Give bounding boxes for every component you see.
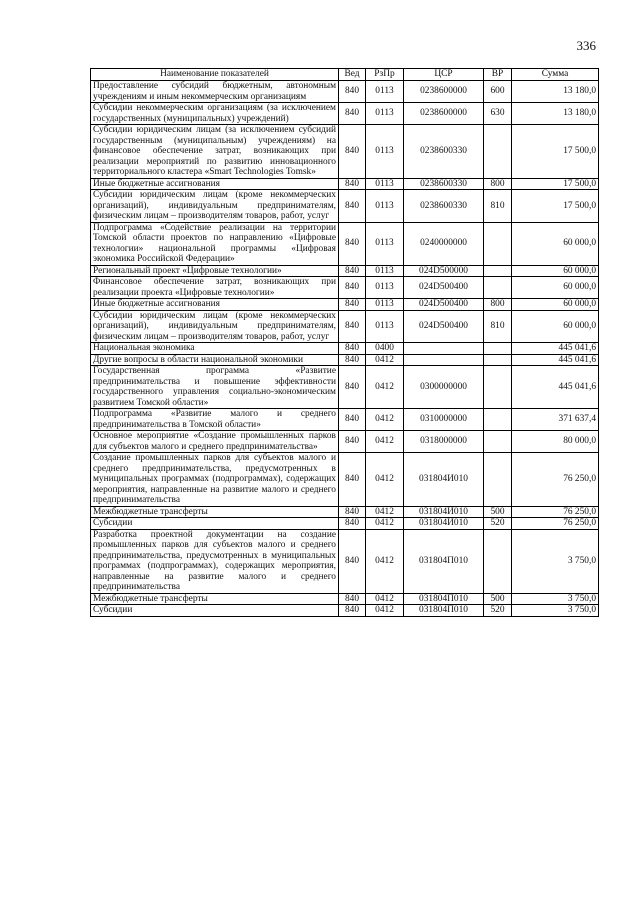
cell-vr: 810 xyxy=(484,190,512,223)
table-row xyxy=(91,265,599,277)
cell-csr: 031804И010 xyxy=(404,453,484,507)
cell-rzpr: 0113 xyxy=(366,178,404,190)
table-row xyxy=(91,409,599,431)
cell-name: Национальная экономика xyxy=(91,343,339,355)
cell-sum: 60 000,0 xyxy=(512,277,599,299)
cell-name: Субсидии юридическим лицам (кроме некоммерческих организаций), индивидуальным предпринимателям, физическим лицам – производителям товаров, работ, услуг xyxy=(91,190,339,223)
cell-vr: 800 xyxy=(484,178,512,190)
cell-vr xyxy=(484,409,512,431)
table-row xyxy=(91,593,599,605)
cell-csr: 031804П010 xyxy=(404,605,484,617)
cell-ved: 840 xyxy=(339,343,366,355)
cell-sum: 17 500,0 xyxy=(512,190,599,223)
cell-name: Подпрограмма «Содействие реализации на территории Томской области проектов по направлению «Цифровые технологии» национальной программы «Цифровая экономика Российской Федерации» xyxy=(91,222,339,265)
cell-vr xyxy=(484,222,512,265)
cell-csr: 0318000000 xyxy=(404,431,484,453)
cell-sum: 76 250,0 xyxy=(512,518,599,530)
cell-csr: 0300000000 xyxy=(404,366,484,409)
header-vr: ВР xyxy=(484,69,512,81)
cell-rzpr: 0412 xyxy=(366,529,404,593)
cell-sum: 60 000,0 xyxy=(512,310,599,343)
header-name: Наименование показателей xyxy=(91,69,339,81)
table-row xyxy=(91,299,599,311)
cell-vr: 810 xyxy=(484,310,512,343)
table-row xyxy=(91,605,599,617)
cell-ved: 840 xyxy=(339,310,366,343)
cell-ved: 840 xyxy=(339,366,366,409)
cell-rzpr: 0113 xyxy=(366,265,404,277)
budget-table xyxy=(90,68,599,617)
page-number: 336 xyxy=(576,38,596,53)
cell-name: Государственная программа «Развитие предпринимательства и повышение эффективности государственного управления социально-экономическим развитием Томской области» xyxy=(91,366,339,409)
cell-sum: 3 750,0 xyxy=(512,529,599,593)
table-row xyxy=(91,310,599,343)
cell-ved: 840 xyxy=(339,125,366,179)
cell-vr: 500 xyxy=(484,506,512,518)
cell-name: Субсидии xyxy=(91,605,339,617)
cell-name: Субсидии юридическим лицам (за исключением субсидий государственным (муниципальным) учреждениям) на финансовое обеспечение затрат, возникающих при реализации мероприятий по развитию инновационного территориального кластера «Smart Technologies Tomsk» xyxy=(91,125,339,179)
table-row xyxy=(91,125,599,179)
cell-csr: 024D500400 xyxy=(404,299,484,311)
cell-csr: 0238600330 xyxy=(404,178,484,190)
cell-vr xyxy=(484,354,512,366)
table-row xyxy=(91,453,599,507)
cell-name: Иные бюджетные ассигнования xyxy=(91,299,339,311)
cell-rzpr: 0113 xyxy=(366,81,404,103)
cell-ved: 840 xyxy=(339,506,366,518)
cell-csr: 0238600000 xyxy=(404,103,484,125)
header-ved: Вед xyxy=(339,69,366,81)
cell-vr: 630 xyxy=(484,103,512,125)
cell-rzpr: 0412 xyxy=(366,431,404,453)
cell-name: Субсидии юридическим лицам (кроме некоммерческих организаций), индивидуальным предпринимателям, физическим лицам – производителям товаров, работ, услуг xyxy=(91,310,339,343)
cell-rzpr: 0113 xyxy=(366,222,404,265)
cell-name: Подпрограмма «Развитие малого и среднего предпринимательства в Томской области» xyxy=(91,409,339,431)
cell-csr: 024D500400 xyxy=(404,310,484,343)
table-row xyxy=(91,366,599,409)
cell-sum: 445 041,6 xyxy=(512,354,599,366)
cell-name: Межбюджетные трансферты xyxy=(91,593,339,605)
cell-vr xyxy=(484,366,512,409)
cell-sum: 76 250,0 xyxy=(512,453,599,507)
cell-rzpr: 0113 xyxy=(366,125,404,179)
cell-rzpr: 0113 xyxy=(366,310,404,343)
cell-name: Субсидии xyxy=(91,518,339,530)
cell-csr: 0238600000 xyxy=(404,81,484,103)
cell-vr: 520 xyxy=(484,518,512,530)
header-sum: Сумма xyxy=(512,69,599,81)
table-row xyxy=(91,277,599,299)
cell-vr: 600 xyxy=(484,81,512,103)
cell-csr xyxy=(404,343,484,355)
cell-sum: 76 250,0 xyxy=(512,506,599,518)
cell-ved: 840 xyxy=(339,529,366,593)
header-csr: ЦСР xyxy=(404,69,484,81)
cell-vr xyxy=(484,453,512,507)
cell-vr xyxy=(484,529,512,593)
cell-ved: 840 xyxy=(339,222,366,265)
cell-rzpr: 0412 xyxy=(366,354,404,366)
cell-csr: 031804П010 xyxy=(404,593,484,605)
cell-ved: 840 xyxy=(339,299,366,311)
cell-csr: 031804П010 xyxy=(404,529,484,593)
cell-vr xyxy=(484,125,512,179)
cell-sum: 445 041,6 xyxy=(512,366,599,409)
cell-csr: 024D500400 xyxy=(404,277,484,299)
cell-sum: 13 180,0 xyxy=(512,103,599,125)
cell-name: Иные бюджетные ассигнования xyxy=(91,178,339,190)
cell-sum: 445 041,6 xyxy=(512,343,599,355)
cell-rzpr: 0412 xyxy=(366,518,404,530)
cell-ved: 840 xyxy=(339,431,366,453)
cell-rzpr: 0113 xyxy=(366,277,404,299)
cell-ved: 840 xyxy=(339,190,366,223)
cell-name: Межбюджетные трансферты xyxy=(91,506,339,518)
cell-ved: 840 xyxy=(339,453,366,507)
table-row xyxy=(91,343,599,355)
table-row xyxy=(91,222,599,265)
table-row xyxy=(91,178,599,190)
table-row xyxy=(91,81,599,103)
cell-sum: 371 637,4 xyxy=(512,409,599,431)
cell-ved: 840 xyxy=(339,354,366,366)
table-row xyxy=(91,518,599,530)
cell-vr: 800 xyxy=(484,299,512,311)
cell-name: Разработка проектной документации на создание промышленных парков для субъектов малого и среднего предпринимательства, предусмотренных в муниципальных программах (подпрограммах), содержащих мероприятия, направленные на развитие малого и среднего предпринимательства xyxy=(91,529,339,593)
cell-rzpr: 0400 xyxy=(366,343,404,355)
cell-ved: 840 xyxy=(339,605,366,617)
cell-sum: 60 000,0 xyxy=(512,222,599,265)
cell-sum: 17 500,0 xyxy=(512,125,599,179)
cell-rzpr: 0412 xyxy=(366,366,404,409)
cell-ved: 840 xyxy=(339,409,366,431)
cell-vr xyxy=(484,343,512,355)
cell-sum: 80 000,0 xyxy=(512,431,599,453)
cell-name: Предоставление субсидий бюджетным, автономным учреждениям и иным некоммерческим организациям xyxy=(91,81,339,103)
cell-ved: 840 xyxy=(339,81,366,103)
cell-rzpr: 0412 xyxy=(366,409,404,431)
cell-name: Субсидии некоммерческим организациям (за исключением государственных (муниципальных) учреждений) xyxy=(91,103,339,125)
cell-vr: 500 xyxy=(484,593,512,605)
table-row xyxy=(91,506,599,518)
table-body xyxy=(91,81,599,617)
cell-ved: 840 xyxy=(339,265,366,277)
cell-ved: 840 xyxy=(339,178,366,190)
cell-sum: 60 000,0 xyxy=(512,265,599,277)
cell-rzpr: 0113 xyxy=(366,190,404,223)
cell-sum: 13 180,0 xyxy=(512,81,599,103)
cell-csr: 0240000000 xyxy=(404,222,484,265)
cell-csr: 031804И010 xyxy=(404,518,484,530)
table-row xyxy=(91,190,599,223)
table-header-row xyxy=(91,69,599,81)
table-row xyxy=(91,354,599,366)
cell-ved: 840 xyxy=(339,103,366,125)
cell-sum: 3 750,0 xyxy=(512,605,599,617)
cell-sum: 3 750,0 xyxy=(512,593,599,605)
cell-name: Основное мероприятие «Создание промышленных парков для субъектов малого и среднего предпринимательства» xyxy=(91,431,339,453)
cell-csr xyxy=(404,354,484,366)
cell-csr: 024D500000 xyxy=(404,265,484,277)
cell-name: Другие вопросы в области национальной экономики xyxy=(91,354,339,366)
cell-vr: 520 xyxy=(484,605,512,617)
cell-vr xyxy=(484,277,512,299)
cell-name: Региональный проект «Цифровые технологии» xyxy=(91,265,339,277)
cell-vr xyxy=(484,265,512,277)
cell-csr: 031804И010 xyxy=(404,506,484,518)
cell-rzpr: 0412 xyxy=(366,506,404,518)
cell-vr xyxy=(484,431,512,453)
cell-ved: 840 xyxy=(339,518,366,530)
cell-sum: 60 000,0 xyxy=(512,299,599,311)
header-rzpr: РзПр xyxy=(366,69,404,81)
cell-rzpr: 0412 xyxy=(366,593,404,605)
cell-sum: 17 500,0 xyxy=(512,178,599,190)
cell-ved: 840 xyxy=(339,277,366,299)
cell-rzpr: 0412 xyxy=(366,605,404,617)
table-row xyxy=(91,529,599,593)
cell-rzpr: 0113 xyxy=(366,103,404,125)
cell-name: Финансовое обеспечение затрат, возникающих при реализации проекта «Цифровые технологии» xyxy=(91,277,339,299)
cell-ved: 840 xyxy=(339,593,366,605)
cell-name: Создание промышленных парков для субъектов малого и среднего предпринимательства, предусмотренных в муниципальных программах (подпрограммах), содержащих мероприятия, направленные на развитие малого и среднего предпринимательства xyxy=(91,453,339,507)
cell-csr: 0238600330 xyxy=(404,125,484,179)
table-row xyxy=(91,431,599,453)
cell-csr: 0310000000 xyxy=(404,409,484,431)
cell-csr: 0238600330 xyxy=(404,190,484,223)
cell-rzpr: 0412 xyxy=(366,453,404,507)
table-row xyxy=(91,103,599,125)
cell-rzpr: 0113 xyxy=(366,299,404,311)
